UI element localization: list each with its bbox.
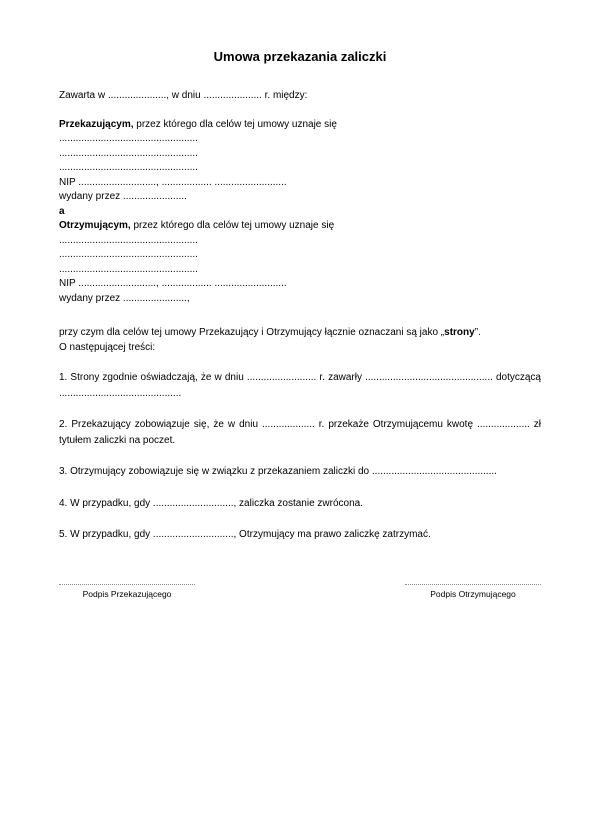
parties-designation-emphasis: strony [444, 327, 475, 338]
signature-transferor-block [59, 584, 195, 600]
signature-recipient-label: Podpis Otrzymującego [430, 589, 516, 599]
signature-recipient-block [405, 584, 541, 600]
transferor-header [59, 118, 541, 133]
clause-3: 3. Otrzymujący zobowiązuje się w związku z przekazaniem zaliczki do ............................................. [59, 466, 497, 477]
recipient-issued-by-line: wydany przez ......................., [59, 292, 190, 304]
signature-transferor-line [59, 584, 195, 585]
transferor-nip-line: NIP ............................, .................. .......................... [59, 176, 287, 188]
transferor-name: Przekazującym, [59, 118, 134, 130]
recipient-description: przez którego dla celów tej umowy uznaje się [130, 220, 335, 231]
clause-1: 1. Strony zgodnie oświadczają, że w dniu ......................... r. zawarły .............................................. dotyczącą ............................................ [59, 372, 541, 399]
document-title: Umowa przekazania zaliczki [213, 49, 387, 64]
clause-2: 2. Przekazujący zobowiązuje się, że w dniu ................... r. przekaże Otrzymującemu kwotę ................... zł tytułem zaliczki na poczet. [59, 419, 541, 446]
connector-letter: a [59, 205, 65, 217]
signatures-section [59, 584, 541, 600]
recipient-header [59, 219, 541, 234]
recipient-blank-line-2: .................................................. [59, 249, 198, 260]
recipient-blank-line-1: .................................................. [59, 234, 198, 246]
transferor-blank-line-2: .................................................. [59, 147, 198, 159]
transferor-description: przez którego dla celów tej umowy uznaje się [133, 118, 337, 130]
recipient-blank-line-3: .................................................. [59, 263, 198, 275]
transferor-issued-by-line: wydany przez ....................... [59, 191, 187, 202]
clause-5: 5. W przypadku, gdy ............................., Otrzymujący ma prawo zaliczkę zatrzymać. [59, 529, 431, 540]
parties-designation-text: przy czym dla celów tej umowy Przekazujący i Otrzymujący łącznie oznaczani są jako „ [59, 327, 445, 338]
recipient-section [59, 219, 541, 306]
transferor-blank-line-1: .................................................. [59, 133, 198, 144]
content-intro-line: O następującej treści: [59, 341, 156, 353]
signature-transferor-label: Podpis Przekazującego [82, 589, 172, 599]
transferor-blank-line-3: .................................................. [59, 162, 198, 173]
intro-line: Zawarta w ....................., w dniu ..................... r. między: [59, 90, 308, 101]
recipient-nip-line: NIP ............................, .................. .......................... [59, 278, 287, 289]
parties-designation-line [59, 326, 541, 341]
signature-recipient-line [405, 584, 541, 585]
parties-designation-tail: ”. [474, 327, 481, 338]
transferor-section [59, 118, 541, 205]
clauses-section [59, 370, 541, 543]
clause-4: 4. W przypadku, gdy ............................., zaliczka zostanie zwrócona. [59, 497, 364, 509]
recipient-name: Otrzymującym, [59, 220, 131, 231]
